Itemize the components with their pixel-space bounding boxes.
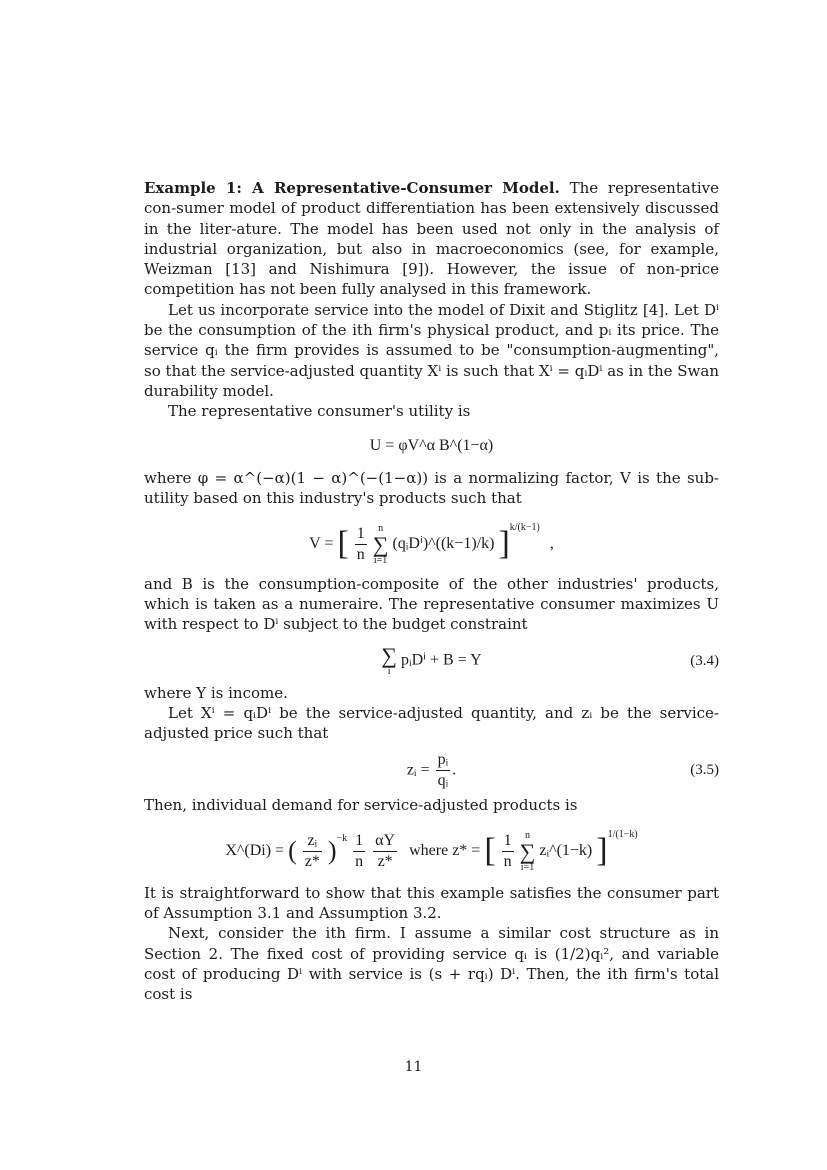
equation-trail: . — [452, 761, 457, 779]
sum-lower-limit: i=1 — [373, 554, 388, 566]
paragraph-text: The representative con-sumer model of product differentiation has been extensively discussed in the liter-ature. The model has been used not only in the analysis of industrial organization, but also in macroeconomics (see, for example, Weizman [13] and Nishimura [9]). However, the issue of non-price competition has not been fully analysed in this framework. — [144, 179, 719, 299]
equation-body: zᵢ^(1−k) — [539, 842, 593, 860]
example-heading: Example 1: A Representative-Consumer Model. — [144, 179, 560, 197]
fraction — [502, 831, 514, 873]
paragraph: and B is the consumption-composite of the other industries' products, which is taken as a numeraire. The representative consumer maximizes U with respect to Dⁱ subject to the budget constraint — [144, 574, 719, 634]
right-paren-icon: ) — [327, 836, 337, 866]
sum-lower-limit: i — [387, 665, 391, 677]
right-bracket-icon: ] — [596, 832, 608, 870]
numerator: 1 — [353, 831, 365, 852]
paragraph: Next, consider the ith firm. I assume a similar cost structure as in Section 2. The fixed cost of providing service qᵢ is (1/2)qᵢ², and variable cost of producing Dⁱ with service is (s + rqᵢ) Dⁱ. Then, the ith firm's total cost is — [144, 924, 719, 1004]
left-bracket-icon: [ — [484, 832, 496, 870]
equation-body: pᵢDⁱ + B = Y — [400, 651, 482, 669]
numerator: 1 — [502, 831, 514, 852]
sigma-icon: ∑ — [519, 838, 536, 864]
fraction — [355, 524, 367, 566]
fraction — [436, 750, 451, 792]
equation-number: (3.4) — [690, 652, 719, 669]
paragraph: The representative consumer's utility is — [168, 402, 471, 421]
paragraph: where φ = α^(−α)(1 − α)^(−(1−α)) is a normalizing factor, V is the sub-utility based on this industry's products such that — [144, 468, 719, 508]
equation-lhs: zᵢ = — [406, 761, 430, 779]
paragraph: It is straightforward to show that this example satisfies the consumer part of Assumption 3.1 and Assumption 3.2. — [144, 883, 719, 923]
left-paren-icon: ( — [288, 836, 297, 866]
paragraph: Let Xⁱ = qᵢDⁱ be the service-adjusted quantity, and zᵢ be the service-adjusted price such that — [144, 703, 719, 743]
denominator: n — [356, 546, 365, 564]
exponent: −k — [336, 833, 348, 845]
equation-text: U = φV^α B^(1−α) — [369, 436, 494, 454]
sigma-icon: ∑ — [381, 642, 397, 668]
fraction — [353, 831, 365, 873]
denominator: n — [355, 853, 364, 871]
right-bracket-icon: ] — [498, 525, 510, 563]
sum-upper-limit: n — [378, 522, 384, 534]
fraction — [303, 831, 322, 873]
paragraph: Let us incorporate service into the model of Dixit and Stiglitz [4]. Let Dⁱ be the consumption of the ith firm's physical product, and pᵢ its price. The service qᵢ the firm provides is assumed to be "consumption-augmenting", so that the service-adjusted quantity Xⁱ is such that Xⁱ = qᵢDⁱ as in the Swan durability model. — [144, 300, 719, 400]
numerator: 1 — [355, 524, 367, 545]
paragraph: where Y is income. — [144, 683, 288, 702]
numerator: αY — [373, 831, 397, 852]
paragraph — [144, 178, 719, 300]
equation-subutility — [144, 518, 719, 565]
numerator: zᵢ — [303, 831, 322, 852]
denominator: n — [503, 853, 512, 871]
equation-utility — [144, 436, 719, 456]
page-number: 11 — [404, 1059, 423, 1075]
exponent: 1/(1−k) — [607, 829, 638, 841]
equation-lhs: X^(Di) = — [225, 842, 285, 860]
equation-demand — [144, 825, 719, 872]
denominator: z* — [304, 853, 320, 871]
sum-upper-limit: n — [525, 829, 530, 841]
equation-body: (qᵢDⁱ)^((k−1)/k) — [392, 535, 495, 553]
denominator: qᵢ — [437, 771, 449, 789]
summation — [381, 642, 397, 677]
equation-price — [144, 750, 719, 792]
where-clause: where z* = — [409, 842, 481, 860]
paragraph: Then, individual demand for service-adjusted products is — [144, 796, 578, 815]
equation-lhs: V = — [309, 535, 334, 553]
summation — [520, 831, 536, 873]
denominator: z* — [377, 853, 393, 871]
summation — [373, 524, 389, 566]
fraction — [373, 831, 397, 873]
sigma-icon: ∑ — [372, 531, 389, 557]
equation-trail: , — [549, 535, 554, 553]
left-bracket-icon: [ — [337, 525, 349, 563]
exponent: k/(k−1) — [509, 522, 540, 534]
numerator: pᵢ — [436, 750, 451, 771]
sum-lower-limit: i=1 — [520, 861, 535, 873]
body-text — [144, 178, 719, 1005]
equation-number: (3.5) — [690, 762, 719, 779]
equation-budget — [144, 642, 719, 677]
